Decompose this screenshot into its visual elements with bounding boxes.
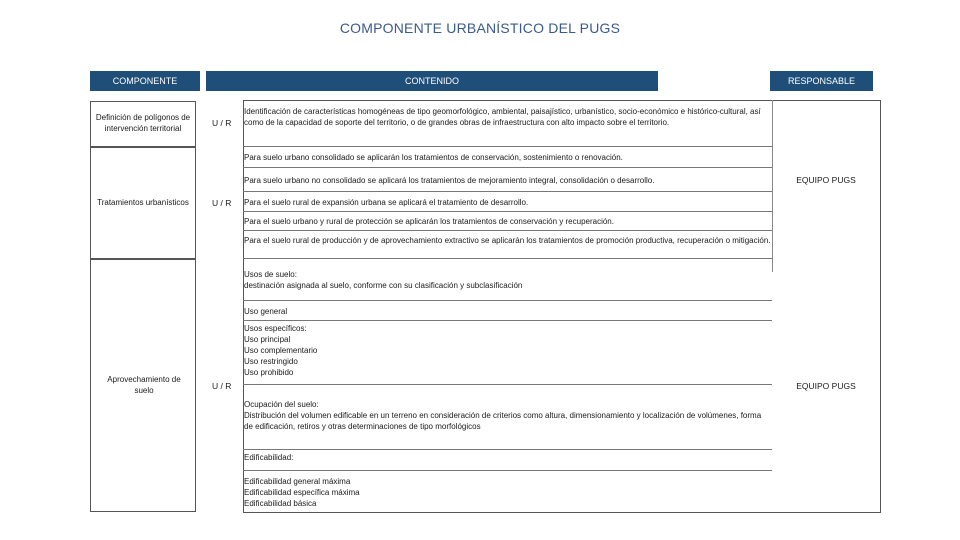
row-divider: [243, 470, 772, 471]
content-text: Usos específicos: Uso principal Uso complementario Uso restringido Uso prohibido: [244, 324, 318, 377]
row-divider: [243, 191, 772, 192]
page-title: COMPONENTE URBANÍSTICO DEL PUGS: [339, 20, 621, 36]
component-label-tratamientos: Tratamientos urbanísticos: [97, 198, 189, 207]
row-divider: [243, 320, 772, 321]
row-divider: [243, 211, 772, 212]
row-divider: [243, 167, 772, 168]
content-divider: [772, 100, 773, 272]
content-text: Identificación de características homogéneas de tipo geomorfológico, ambiental, paisajístico, urbanístico, socio-económico e histórico-cultural, así como de la capacidad de soporte del territorio, o de grandes obras de infraestructura con alto impacto sobre el territorio.: [244, 107, 761, 127]
code-tratamientos: U / R: [212, 198, 232, 208]
content-text: Edificabilidad:: [244, 453, 294, 462]
content-text: Usos de suelo: destinación asignada al suelo, conforme con su clasificación y subclasificación: [244, 270, 523, 290]
component-box-aprovechamiento: [90, 259, 196, 512]
header-contenido: CONTENIDO: [206, 71, 658, 91]
responsable-label: EQUIPO PUGS: [796, 381, 856, 391]
content-text: Uso general: [244, 307, 288, 316]
header-componente: COMPONENTE: [90, 71, 200, 91]
content-text: Para suelo urbano consolidado se aplicarán los tratamientos de conservación, sostenimiento o renovación.: [244, 153, 623, 162]
code-aprovechamiento: U / R: [212, 381, 232, 391]
content-text: Para el suelo urbano y rural de protección se aplicarán los tratamientos de conservación y recuperación.: [244, 217, 614, 226]
component-box-definicion: [90, 101, 196, 147]
content-text: Para suelo urbano no consolidado se aplicará los tratamientos de mejoramiento integral, consolidación o desarrollo.: [244, 176, 655, 185]
code-definicion: U / R: [212, 118, 232, 128]
row-divider: [243, 258, 772, 259]
content-text: Para el suelo rural de expansión urbana se aplicará el tratamiento de desarrollo.: [244, 198, 529, 207]
header-responsable: RESPONSABLE: [770, 71, 873, 91]
row-divider: [243, 449, 772, 450]
content-text: Edificabilidad general máxima Edificabilidad específica máxima Edificabilidad básica: [244, 477, 360, 508]
content-text: Ocupación del suelo: Distribución del volumen edificable en un terreno en consideración de criterios como altura, dimensionamiento y localización de volúmenes, forma de edificación, retiros y otras determinaciones de tipo morfológicos: [244, 400, 762, 431]
row-divider: [243, 384, 772, 385]
component-box-tratamientos: [90, 147, 196, 259]
content-text: Para el suelo rural de producción y de aprovechamiento extractivo se aplicarán los tratamientos de promoción productiva, recuperación o mitigación.: [244, 236, 771, 245]
responsable-label: EQUIPO PUGS: [796, 175, 856, 185]
component-label-aprovechamiento: Aprovechamiento de suelo: [107, 375, 181, 395]
component-label-definicion: Definición de polígonos de intervención territorial: [95, 113, 191, 133]
row-divider: [243, 300, 772, 301]
row-divider: [243, 146, 772, 147]
row-divider: [243, 230, 772, 231]
